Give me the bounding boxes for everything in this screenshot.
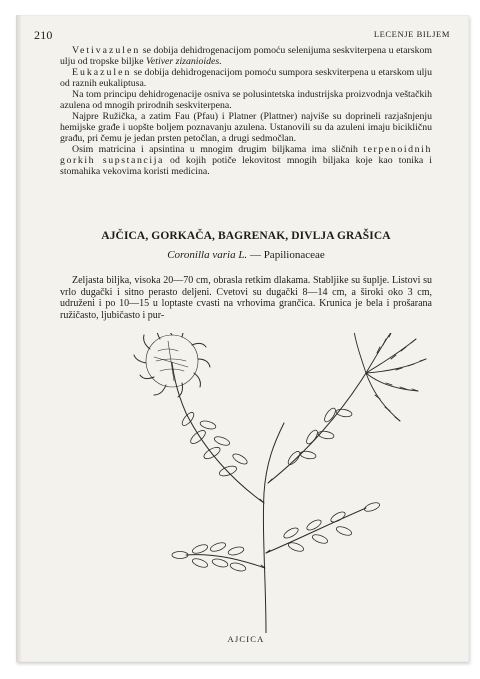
plant-family: — Papilionaceae (247, 249, 325, 261)
term-vetivazulen: Vetivazulen (72, 45, 141, 56)
leaflets-lower-left (172, 541, 247, 572)
paragraph-terpenoids (60, 144, 432, 177)
page-header (34, 28, 450, 42)
paragraph-ruzicka: Najpre Ružička, a zatim Fau (Pfau) i Platner (Plattner) najviše su doprineli razjašnjenju hemijske građe i uopšte boljem poznavanju azulena. Ustanovili su da azuleni imaju bicikličnu građu, pri čemu je jedan prsten petočlan, a drugi sedmočlan. (60, 111, 432, 144)
leaflets-lower-right (282, 501, 380, 553)
page-number: 210 (34, 28, 53, 42)
paragraph-text: se dobija dehidrogenacijom pomoću selenijuma seskviterpena u etarskom ulju od tropske biljke (60, 45, 432, 67)
running-head: LECENJE BILJEM (373, 29, 450, 39)
paragraph-vetivazulen (60, 45, 432, 67)
term-eukazulen: Eukazulen (72, 67, 132, 78)
stem-node (260, 479, 272, 568)
main-stem (263, 423, 284, 633)
paragraph-eukazulen (60, 67, 432, 89)
latin-name: Coronilla varia L. (167, 249, 248, 261)
branch-right (268, 373, 366, 483)
coronilla-varia-illustration (116, 333, 438, 633)
latin-name-line (60, 249, 432, 261)
seed-pods (354, 333, 426, 421)
plant-description (60, 275, 432, 321)
species-name: Vetiver zizanioides. (146, 56, 222, 67)
intro-text (60, 45, 432, 177)
description-paragraph: Zeljasta biljka, visoka 20—70 cm, obrasla retkim dlakama. Stabljike su šuplje. Listovi su vrlo dugački i sitno perasto deljeni. Cvetovi su dugački 8—14 cm, a široki oko 3 cm, udruženi i po 10—15 u loptaste cvasti na vrhovima grančica. Krunica je bela i prošarana ružičasto, ljubičasto i pur- (60, 275, 432, 321)
branch-left (172, 363, 264, 503)
paragraph-text: se dobija dehidrogenacijom pomoću sumpora seskviterpena u etarskom ulju od raznih eukaliptusa. (60, 67, 432, 89)
leaflets-right (286, 406, 352, 466)
paragraph-text: od kojih potiče lekovitost mnogih biljaka koje kao tonika i stomahika vekovima koristi medicina. (60, 155, 433, 177)
spaced-phrase: terpenoidnih gorkih supstancija (60, 144, 432, 166)
figure-caption: AJCICA (227, 634, 265, 644)
paragraph-dehydrogenation: Na tom principu dehidrogenacije osniva se polusintetska industrijska proizvodnja veštačkih azulena od mnogih prirodnih seskviterpena. (60, 89, 432, 111)
paragraph-text: Osim matricina i apsintina u mnogim drugim biljkama ima sličnih (72, 144, 364, 155)
article-title: AJČICA, GORKAČA, BAGRENAK, DIVLJA GRAŠICA (101, 230, 391, 242)
branch-lower-right (266, 508, 366, 553)
